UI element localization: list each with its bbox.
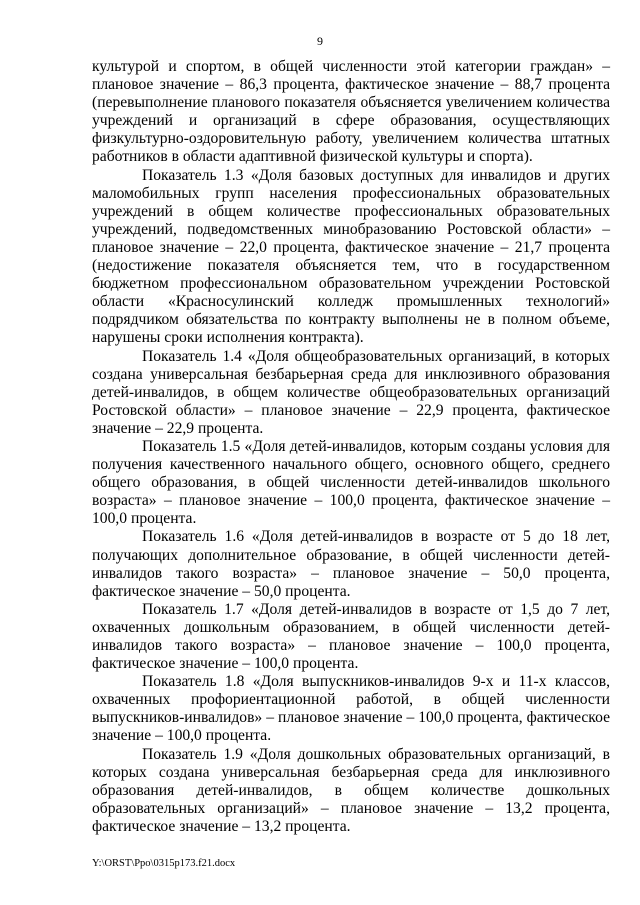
document-body [92, 58, 610, 836]
paragraph: Показатель 1.6 «Доля детей-инвалидов в возрасте от 5 до 18 лет, получающих дополнительное образование, в общей численности детей-инвалидов такого возраста» – плановое значение – 50,0 процента, фактическое значение – 50,0 процента. [92, 528, 610, 600]
paragraph: Показатель 1.3 «Доля базовых доступных для инвалидов и других маломобильных групп населения профессиональных образовательных учреждений в общем количестве профессиональных образовательных учреждений, подведомственных минобразованию Ростовской области» – плановое значение – 22,0 процента, фактическое значение – 21,7 процента (недостижение показателя объясняется тем, что в государственном бюджетном профессиональном образовательном учреждении Ростовской области «Красносулинский колледж промышленных технологий» подрядчиком обязательства по контракту выполнены не в полном объеме, нарушены сроки исполнения контракта). [92, 166, 610, 347]
paragraph: Показатель 1.4 «Доля общеобразовательных организаций, в которых создана универсальная безбарьерная среда для инклюзивного образования детей-инвалидов, в общем количестве общеобразовательных организаций Ростовской области» – плановое значение – 22,9 процента, фактическое значение – 22,9 процента. [92, 347, 610, 437]
paragraph: культурой и спортом, в общей численности этой категории граждан» – плановое значение – 86,3 процента, фактическое значение – 88,7 процента (перевыполнение планового показателя объясняется увеличением количества учреждений и организаций в сфере образования, осуществляющих физкультурно-оздоровительную работу, увеличением количества штатных работников в области адаптивной физической культуры и спорта). [92, 58, 610, 166]
paragraph: Показатель 1.8 «Доля выпускников-инвалидов 9-х и 11-х классов, охваченных профориентационной работой, в общей численности выпускников-инвалидов» – плановое значение – 100,0 процента, фактическое значение – 100,0 процента. [92, 673, 610, 745]
page-number: 9 [317, 34, 323, 48]
paragraph: Показатель 1.5 «Доля детей-инвалидов, которым созданы условия для получения качественного начального общего, основного общего, среднего общего образования, в общей численности детей-инвалидов школьного возраста» – плановое значение – 100,0 процента, фактическое значение – 100,0 процента. [92, 437, 610, 528]
paragraph: Показатель 1.9 «Доля дошкольных образовательных организаций, в которых создана универсальная безбарьерная среда для инклюзивного образования детей-инвалидов, в общем количестве дошкольных образовательных организаций» – плановое значение – 13,2 процента, фактическое значение – 13,2 процента. [92, 745, 610, 835]
footer-file-path: Y:\ORST\Ppo\0315p173.f21.docx [92, 858, 236, 869]
paragraph: Показатель 1.7 «Доля детей-инвалидов в возрасте от 1,5 до 7 лет, охваченных дошкольным образованием, в общей численности детей-инвалидов такого возраста» – плановое значение – 100,0 процента, фактическое значение – 100,0 процента. [92, 600, 610, 673]
